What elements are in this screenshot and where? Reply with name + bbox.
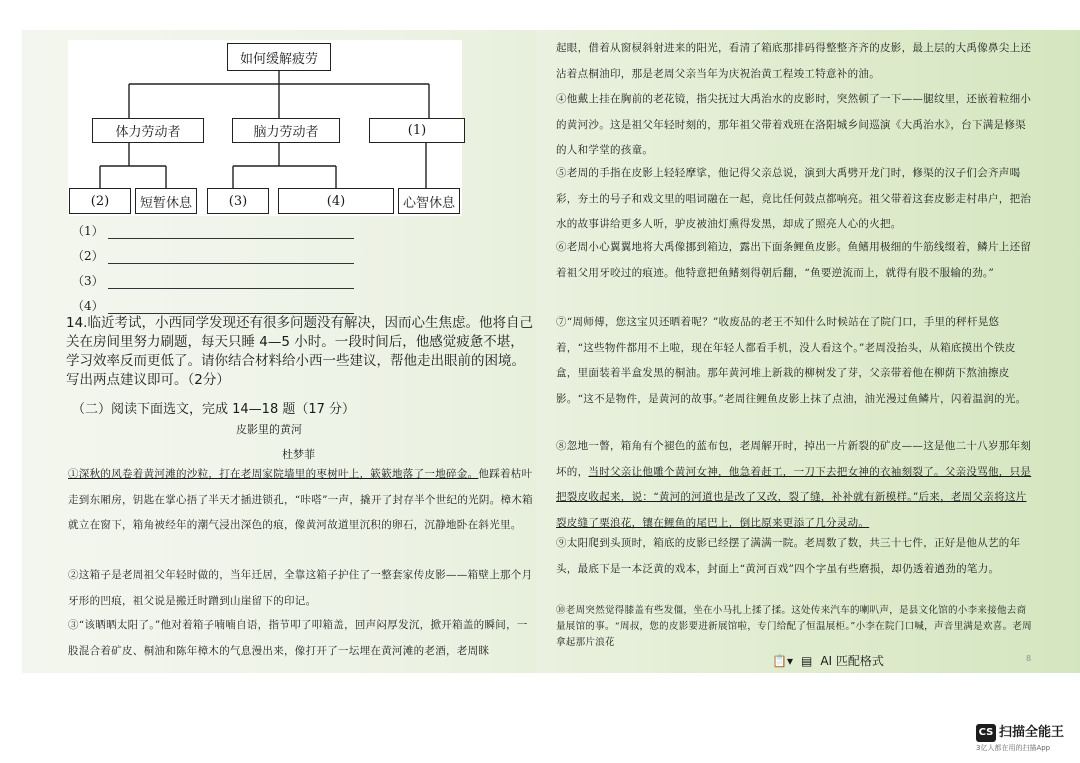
tree-leaf-mind-rest: 心智休息 [398, 188, 460, 214]
article-author: 杜梦菲 [282, 448, 315, 461]
tree-node-mental: 脑力劳动者 [232, 118, 340, 143]
paragraph-6: ⑥老周小心翼翼地将大禹像挪到箱边，露出下面条鲤鱼皮影。鱼鳍用极细的牛筋线缀着，鳞片上还留着祖父用牙咬过的痕迹。他特意把鱼鳍刻得朝后翻，“鱼要逆流而上，就得有股不服输的劲。” [556, 241, 1032, 279]
tree-leaf-blank-3: (3) [207, 188, 269, 214]
tree-root: 如何缓解疲劳 [227, 43, 331, 71]
paragraph-2: ②这箱子是老周祖父年轻时做的，当年迁居，全靠这箱子护住了一整套家传皮影——箱壁上那个月牙形的凹痕，祖父说是搬迁时蹭到山崖留下的印记。 [68, 569, 533, 607]
paragraph-4: ④他戴上挂在胸前的老花镜，指尖抚过大禹治水的皮影时，突然顿了一下——腿纹里，还嵌着粒细小的黄河沙。这是祖父年轻时刻的，那年祖父带着戏班在洛阳城乡间巡演《大禹治水》，台下满是修渠的人和学堂的孩童。 [556, 93, 1032, 156]
answer-blank-3: （3） [72, 272, 354, 289]
fatigue-tree-diagram [68, 40, 462, 216]
paragraph-9: ⑨太阳爬到头顶时，箱底的皮影已经摆了满满一院。老周数了数，共三十七件，正好是他从艺的年头，最底下是一本泛黄的戏本，封面上“黄河百戏”四个字虽有些磨损，却仍透着遒劲的笔力。 [556, 537, 1021, 575]
tree-leaf-blank-2: (2) [69, 188, 131, 214]
paragraph-3: ③“该晒晒太阳了。”他对着箱子喃喃自语，指节叩了叩箱盖，回声闷厚发沉，掀开箱盖的瞬间，一股混合着矿皮、桐油和陈年樟木的气息漫出来，像打开了一坛埋在黄河滩的老酒，老周眯 [68, 619, 528, 657]
article-title: 皮影里的黄河 [236, 423, 302, 436]
paragraph-7: ⑦“周师傅，您这宝贝还晒着呢？”收废品的老王不知什么时候站在了院门口，手里的秤杆晃悠着，“这些物件都用不上啦，现在年轻人都看手机，没人看这个。”老周没抬头，从箱底摸出个铁皮盒，里面装着半盒发黑的桐油。那年黄河堆上新栽的柳树发了芽，父亲带着他在柳荫下熬油擦皮影。“这不是物件，是黄河的故事。”老周往鲤鱼皮影上抹了点油，油光漫过鱼鳞片，闪着温润的光。 [556, 316, 1027, 405]
paragraph-8: ⑧忽地一瞥，箱角有个褪色的蓝布包，老周解开时，掉出一片新裂的矿皮——这是他二十八岁那年刻坏的，当时父亲让他雕个黄河女神，他急着赶工，一刀下去把女神的衣袖刻裂了。父亲没骂他，只是把裂皮收起来，说：“黄河的河道也是改了又改，裂了缝，补补就有新模样。”后来，老周父亲将这片裂皮缝了栗浪花，镶在鲤鱼的尾巴上，倒比原来更添了几分灵动。 [556, 440, 1032, 529]
paragraph-3-cont: 起眼，借着从窗棂斜射进来的阳光，看清了箱底那排码得整整齐齐的皮影，最上层的大禹像鼻尖上还沾着点桐油印，那是老周父亲当年为庆祝治黄工程竣工特意补的油。 [556, 42, 1032, 80]
answer-blank-4: （4） [72, 297, 354, 314]
tree-node-physical: 体力劳动者 [92, 118, 204, 143]
cs-logo-icon: CS [976, 724, 996, 742]
brand-tagline: 3亿人都在用的扫描App [976, 744, 1051, 752]
tree-node-blank-1: (1) [369, 118, 465, 143]
question-14: 14.临近考试，小西同学发现还有很多问题没有解决，因而心生焦虑。他将自己关在房间里努力刷题，每天只睡 4—5 小时。一段时间后，他感觉疲惫不堪，学习效率反而更低了。请你结合材料给小西一些建议，帮他走出眼前的困境。写出两点建议即可。（2分） [66, 315, 533, 388]
paragraph-5: ⑤老周的手指在皮影上轻轻摩挲，他记得父亲总说，演到大禹劈开龙门时，修渠的汉子们会齐声喝彩，夯土的号子和戏文里的唱词融在一起，竟比任何鼓点都响亮。祖父带着这套皮影走村串户，把治水的故事讲给更多人听，驴皮被油灯熏得发黑，却成了照亮人心的火把。 [556, 167, 1032, 230]
answer-blank-1: （1） [72, 222, 354, 239]
clipboard-icon[interactable]: 📋▾ [772, 653, 793, 668]
floating-toolbar [772, 652, 884, 669]
tree-leaf-short-rest: 短暂休息 [135, 188, 197, 214]
brand-name: 扫描全能王 [999, 725, 1065, 740]
page-mark: 8 [1026, 654, 1032, 663]
answer-blank-2: （2） [72, 247, 354, 264]
camscanner-logo [976, 720, 1064, 742]
paragraph-1: ①深秋的风卷着黄河滩的沙粒，打在老周家院墙里的枣树叶上，簌簌地落了一地碎金。他踩着枯叶走到东厢房，钥匙在掌心捂了半天才插进锁孔，“咔嗒”一声，撬开了封存半个世纪的光阴。樟木箱就立在窗下，箱角被经年的潮气浸出深色的痕，像黄河故道里沉积的卵石，沉静地卧在斜光里。 [68, 468, 533, 531]
paragraph-10: ⑩老周突然觉得膝盖有些发僵，坐在小马扎上揉了揉。这处传来汽车的喇叭声，是县文化馆的小李来接他去商量展馆的事。“周叔，您的皮影要进新展馆啦，专门给配了恒温展柜。”小李在院门口喊，声音里满是欢喜。老周拿起那片浪花 [556, 605, 1032, 648]
tree-leaf-blank-4: (4) [278, 188, 394, 214]
ai-format-icon[interactable]: ▤ [800, 653, 813, 668]
ai-match-format-button[interactable]: AI 匹配格式 [820, 654, 884, 668]
section-heading: （二）阅读下面选文，完成 14—18 题（17 分） [72, 402, 356, 417]
